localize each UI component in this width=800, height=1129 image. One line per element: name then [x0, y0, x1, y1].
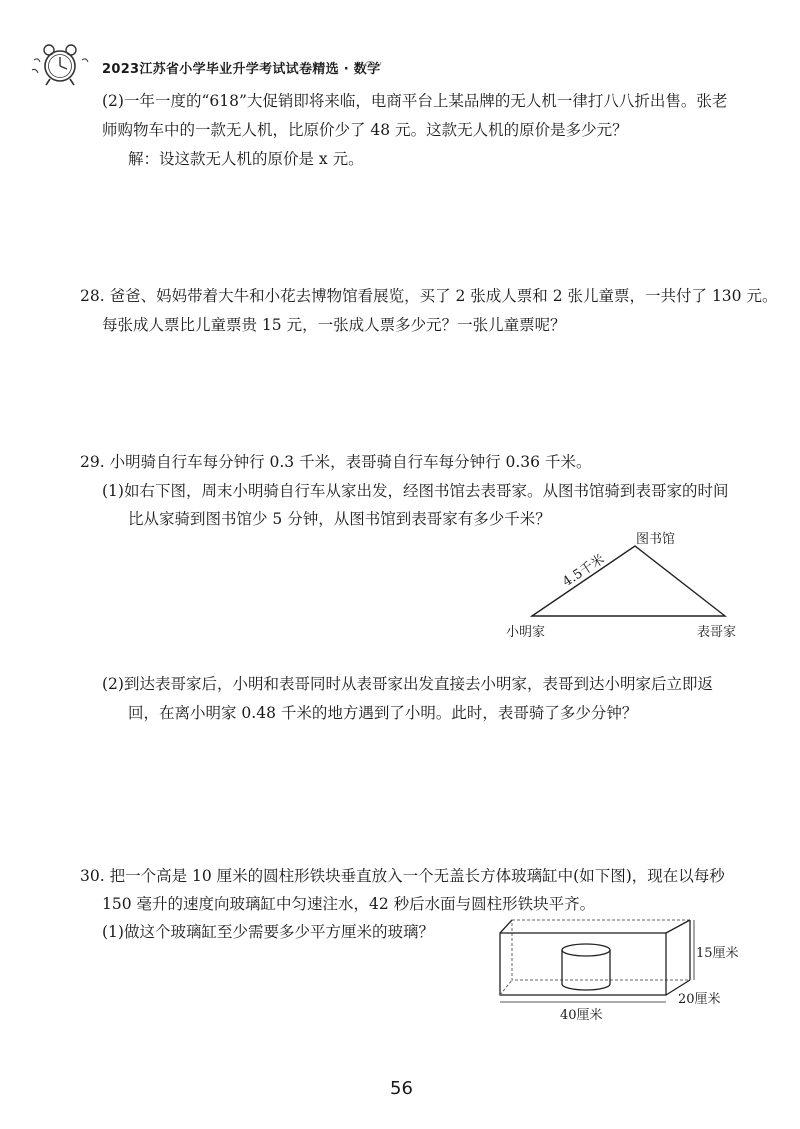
q27-solution-line: 解：设这款无人机的原价是 x 元。	[128, 150, 364, 168]
q28-line1: 28. 爸爸、妈妈带着大牛和小花去博物馆看展览，买了 2 张成人票和 2 张儿童票，一共付了 130 元。	[80, 287, 778, 305]
iron-cylinder	[562, 944, 610, 990]
header-decoration	[362, 56, 382, 70]
tank-height-label: 15厘米	[696, 946, 739, 961]
alarm-clock-icon	[30, 40, 92, 88]
q30-line1: 30. 把一个高是 10 厘米的圆柱形铁块垂直放入一个无盖长方体玻璃缸中(如下图)，现在以每秒	[80, 867, 725, 885]
q29-part1-line1: (1)如右下图，周末小明骑自行车从家出发，经图书馆去表哥家。从图书馆骑到表哥家的时间	[102, 482, 729, 500]
distance-label: 4.5千米	[560, 551, 608, 590]
q29-part1-line2: 比从家骑到图书馆少 5 分钟，从图书馆到表哥家有多少千米？	[128, 510, 551, 528]
q30-part1: (1)做这个玻璃缸至少需要多少平方厘米的玻璃？	[102, 923, 434, 941]
library-label: 图书馆	[636, 532, 676, 547]
q29-part2-line2: 回，在离小明家 0.48 千米的地方遇到了小明。此时，表哥骑了多少分钟？	[128, 704, 638, 722]
home-label: 小明家	[506, 625, 546, 640]
tank-width-label: 20厘米	[678, 992, 721, 1007]
page-number: 56	[390, 1078, 413, 1099]
cousin-home-label: 表哥家	[697, 625, 737, 640]
tank-length-label: 40厘米	[560, 1008, 603, 1023]
header-title: 2023江苏省小学毕业升学考试试卷精选 · 数学	[102, 62, 381, 77]
q27-part2-line2: 师购物车中的一款无人机，比原价少了 48 元。这款无人机的原价是多少元？	[102, 121, 628, 139]
q28-line2: 每张成人票比儿童票贵 15 元，一张成人票多少元？一张儿童票呢？	[102, 316, 566, 334]
q27-part2-line1: (2)一年一度的“618”大促销即将来临，电商平台上某品牌的无人机一律打八八折出售。张老	[102, 92, 728, 110]
q29-part2-line1: (2)到达表哥家后，小明和表哥同时从表哥家出发直接去小明家，表哥到达小明家后立即返	[102, 675, 713, 693]
glass-tank-diagram	[490, 910, 700, 1010]
q29-line1: 29. 小明骑自行车每分钟行 0.3 千米，表哥骑自行车每分钟行 0.36 千米。	[80, 453, 592, 471]
route-triangle	[532, 546, 725, 616]
q30-line2: 150 毫升的速度向玻璃缸中匀速注水，42 秒后水面与圆柱形铁块平齐。	[102, 895, 596, 913]
